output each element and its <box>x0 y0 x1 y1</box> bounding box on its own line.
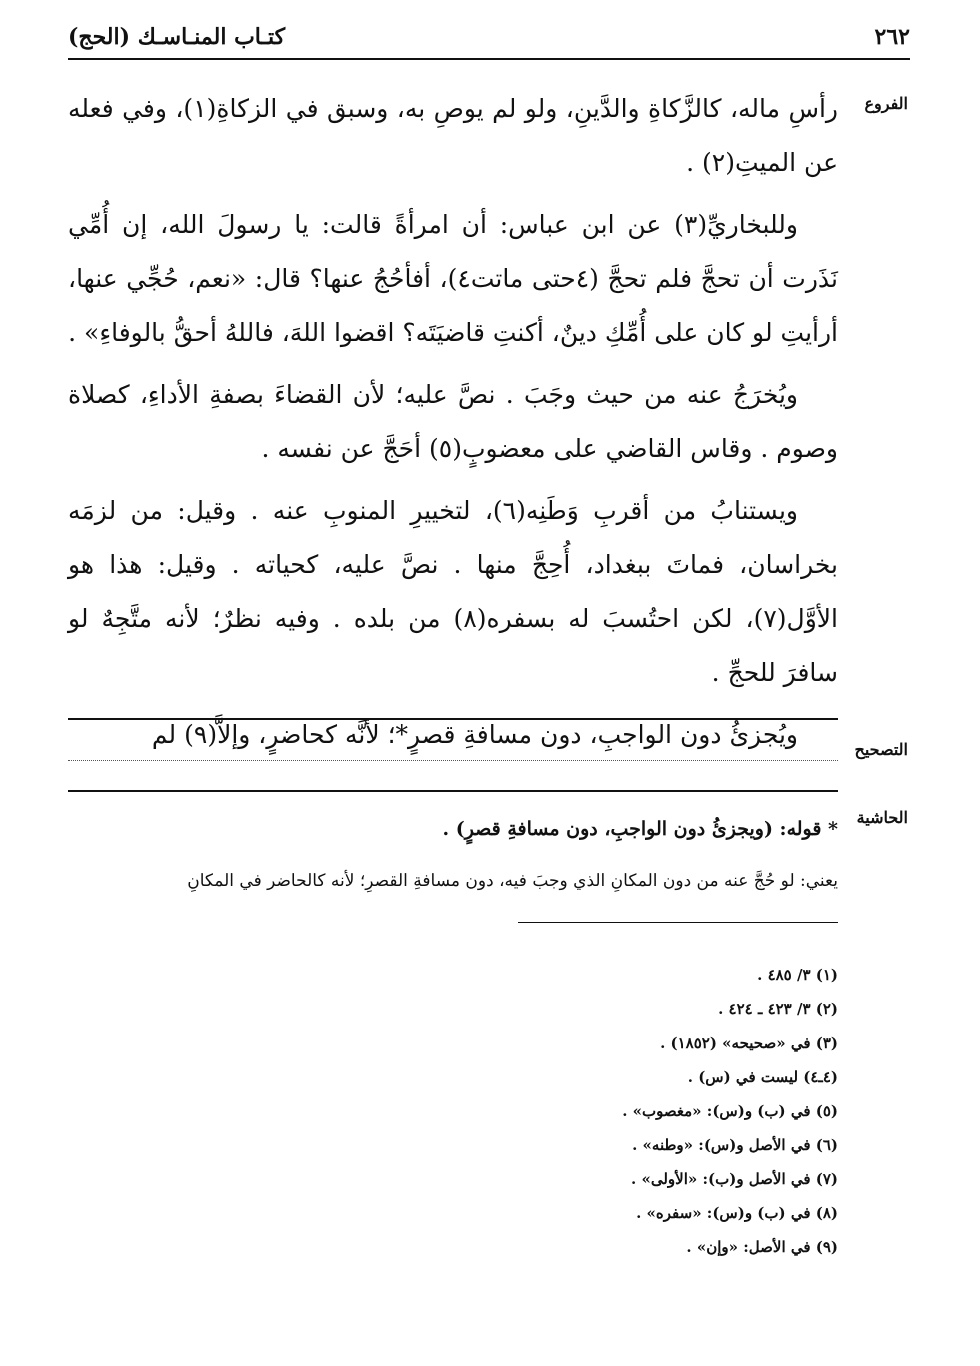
footnote-item: (١) ٣/ ٤٨٥ . <box>757 966 838 984</box>
footnote-item: (٦) في الأصل و(س): «وطنه» . <box>632 1136 838 1154</box>
hashiya-text: يعني: لو حُجَّ عنه من دون المكانِ الذي وجبَ فيه، دون مسافةِ القصرِ؛ لأنه كالحاضر في المكانِ <box>187 871 838 891</box>
divider-main <box>68 718 838 720</box>
footnote-item: (٧) في الأصل و(ب): «الأولى» . <box>631 1170 838 1188</box>
main-paragraph: رأسِ ماله، كالزَّكاةِ والدَّينِ، ولو لم يوصِ به، وسبق في الزكاةِ(١)، وفي فعله عن الميتِ(٢) . <box>68 94 838 177</box>
main-paragraph: ويُخرَجُ عنه من حيث وجَبَ . نصَّ عليه؛ لأن القضاءَ بصفةِ الأداءِ، كصلاة وصوم . وقاس القاضي على معضوبٍ(٥) أحَجَّ عن نفسه . <box>68 380 838 463</box>
main-paragraph: ويستنابُ من أقربِ وَطَنِه(٦)، لتخييرِ المنوبِ عنه . وقيل: من لزمَه بخراسان، فماتَ ببغداد، أُحِجَّ منها . نصَّ عليه، كحياته . وقيل: هذا هو الأوَّل(٧)، لكن احتُسبَ له بسفره(٨) من بلده . وفيه نظرٌ؛ لأنه متَّجِهٌ لو سافرَ للحجِّ . <box>68 496 838 687</box>
main-paragraph: وللبخاريِّ(٣) عن ابن عباس: أن امرأةً قالت: يا رسولَ الله، إن أُمِّي نَذَرت أن تحجَّ فلم تحجَّ (٤حتى ماتت٤)، أفأحُجُ عنها؟ قال: «نعم، حُجِّي عنها، أرأيتِ لو كان على أُمِّكِ دينٌ، أكنتِ قاضيَتَه؟ اقضوا اللهَ، فاللهُ أحقُّ بالوفاءِ» . <box>68 210 838 347</box>
margin-label-tashih: التصحيح <box>854 740 908 759</box>
page-header <box>68 22 910 60</box>
main-paragraph: ويُجزئُ دون الواجبِ، دون مسافةِ قصرٍ*؛ لأنَّه كحاضرٍ، وإلاَّ(٩) لم <box>151 720 798 749</box>
running-title: كتـاب المنـاسـك (الحج) <box>68 24 286 50</box>
margin-label-furu: الفروع <box>864 94 908 113</box>
footnotes-list <box>418 958 838 1264</box>
page-number: ٢٦٢ <box>874 24 910 50</box>
footnote-divider <box>518 922 838 923</box>
footnote-item: (٩) في الأصل: «وإن» . <box>686 1238 838 1256</box>
footnote-item: (٥) في (ب) و(س): «مغصوب» . <box>622 1102 838 1120</box>
footnote-item: (٢) ٣/ ٤٢٣ ـ ٤٢٤ . <box>718 1000 838 1018</box>
footnote-item: (٤ـ٤) ليست في (س) . <box>687 1068 838 1086</box>
main-text <box>68 82 838 770</box>
margin-label-hashiya: الحاشية <box>856 808 908 827</box>
hashiya-heading: * قوله: (ويجزئُ دون الواجبِ، دون مسافةِ قصرٍ) . <box>442 818 838 840</box>
footnote-item: (٨) في (ب) و(س): «سفره» . <box>636 1204 838 1222</box>
tashih-dotted-line <box>68 760 838 761</box>
footnote-item: (٣) في «صحيحه» (١٨٥٢) . <box>660 1034 838 1052</box>
divider-tashih <box>68 790 838 792</box>
